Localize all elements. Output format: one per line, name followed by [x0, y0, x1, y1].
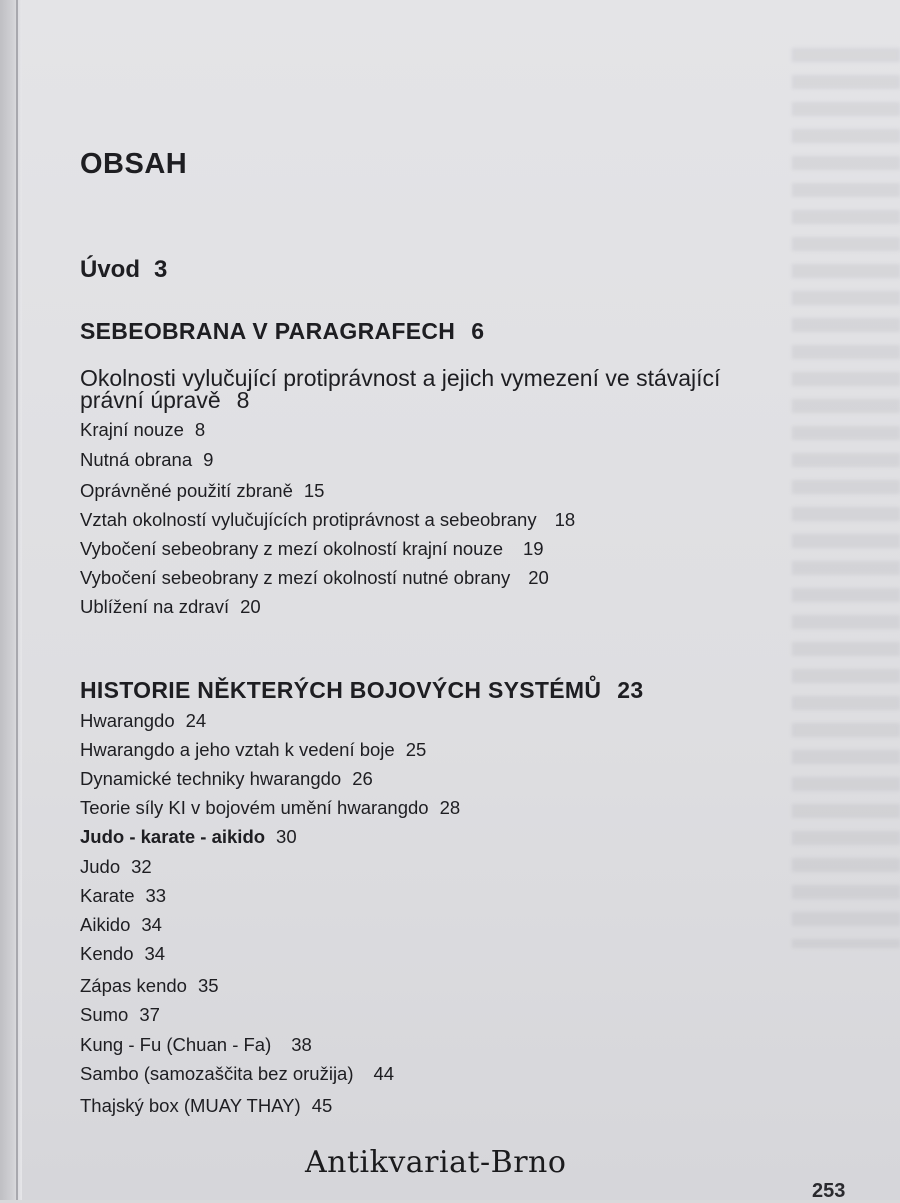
entry-page: 20: [528, 567, 549, 588]
entry-page: 20: [240, 596, 261, 617]
entry-label: Úvod: [80, 256, 140, 283]
entry-page: 34: [141, 914, 162, 935]
toc-entry: [80, 768, 373, 790]
toc-entry: [80, 885, 166, 907]
entry-label: Vztah okolností vylučujících protiprávnost a sebeobrany: [80, 509, 537, 530]
entry-page: 32: [131, 856, 152, 877]
entry-page: 33: [145, 885, 167, 906]
entry-page: 44: [373, 1063, 395, 1084]
bleed-through-text: [792, 48, 900, 948]
entry-label: Judo: [80, 856, 121, 877]
toc-entry: [80, 797, 460, 819]
lead-line-2: právní úpravě: [80, 387, 221, 413]
entry-label: Nutná obrana: [80, 449, 193, 470]
entry-label: Dynamické techniky hwarangdo: [80, 768, 342, 789]
entry-page: 37: [139, 1004, 160, 1025]
entry-page: 19: [523, 538, 544, 559]
entry-label: Thajský box (MUAY THAY): [80, 1095, 301, 1116]
lead-line-1: Okolnosti vylučující protiprávnost a jejich vymezení ve stávající: [80, 365, 721, 391]
entry-page: 38: [291, 1034, 312, 1055]
toc-entry: [80, 1095, 332, 1117]
entry-label: Aikido: [80, 914, 131, 935]
entry-page: 45: [311, 1095, 333, 1116]
toc-entry: [80, 449, 213, 471]
section-heading-paragrafy: [80, 318, 484, 345]
spine-fold-line: [16, 0, 18, 1200]
entry-label: Hwarangdo a jeho vztah k vedení boje: [80, 739, 395, 760]
entry-label: Hwarangdo: [80, 710, 175, 731]
entry-page: 28: [439, 797, 461, 818]
entry-label: Krajní nouze: [80, 419, 184, 440]
entry-page: 8: [236, 387, 250, 413]
entry-label: Sumo: [80, 1004, 129, 1025]
antikvariat-watermark: Antikvariat-Brno: [305, 1145, 567, 1180]
entry-page: 8: [194, 419, 206, 440]
entry-label: Zápas kendo: [80, 975, 187, 996]
entry-page: 15: [303, 480, 325, 501]
toc-entry: [80, 1004, 160, 1026]
section-title: SEBEOBRANA V PARAGRAFECH: [80, 318, 456, 344]
entry-page: 35: [197, 975, 219, 996]
entry-label: Kung - Fu (Chuan - Fa): [80, 1034, 272, 1055]
toc-title: OBSAH: [80, 148, 188, 180]
entry-label: Kendo: [80, 943, 134, 964]
entry-page: 18: [554, 509, 576, 530]
entry-page: 34: [144, 943, 166, 964]
entry-page: 25: [405, 739, 427, 760]
toc-entry: [80, 710, 206, 732]
book-spine-shadow: [0, 0, 22, 1200]
toc-entry: [80, 419, 205, 441]
entry-label: Sambo (samozaščita bez oružija): [80, 1063, 354, 1084]
section-title: HISTORIE NĚKTERÝCH BOJOVÝCH SYSTÉMŮ: [80, 677, 602, 703]
entry-label: Karate: [80, 885, 135, 906]
toc-entry: [80, 538, 544, 560]
toc-subheading: [80, 826, 297, 848]
toc-entry: [80, 480, 324, 502]
toc-entry: [80, 739, 426, 761]
toc-entry: [80, 943, 165, 965]
page-number: 253: [812, 1180, 846, 1202]
toc-entry: [80, 509, 575, 531]
section-heading-historie: [80, 677, 643, 704]
toc-entry: [80, 856, 152, 878]
entry-label: Vybočení sebeobrany z mezí okolností nutné obrany: [80, 567, 511, 588]
toc-lead-entry: [80, 367, 820, 411]
toc-entry: [80, 914, 162, 936]
toc-entry: [80, 975, 219, 997]
entry-label: Teorie síly KI v bojovém umění hwarangdo: [80, 797, 429, 818]
entry-label: Ublížení na zdraví: [80, 596, 230, 617]
section-page: 6: [471, 318, 485, 344]
toc-entry: [80, 567, 549, 589]
entry-page: 26: [352, 768, 373, 789]
entry-label: Vybočení sebeobrany z mezí okolností krajní nouze: [80, 538, 503, 559]
entry-page: 30: [276, 826, 297, 847]
entry-page: 3: [154, 256, 168, 283]
entry-page: 24: [185, 710, 207, 731]
toc-entry: [80, 1063, 394, 1085]
entry-label: Oprávněné použití zbraně: [80, 480, 293, 501]
entry-page: 9: [203, 449, 214, 470]
section-page: 23: [617, 677, 644, 703]
toc-entry: [80, 596, 261, 618]
toc-entry: [80, 1034, 312, 1056]
toc-intro-entry: [80, 256, 167, 284]
entry-label: Judo - karate - aikido: [80, 826, 266, 847]
